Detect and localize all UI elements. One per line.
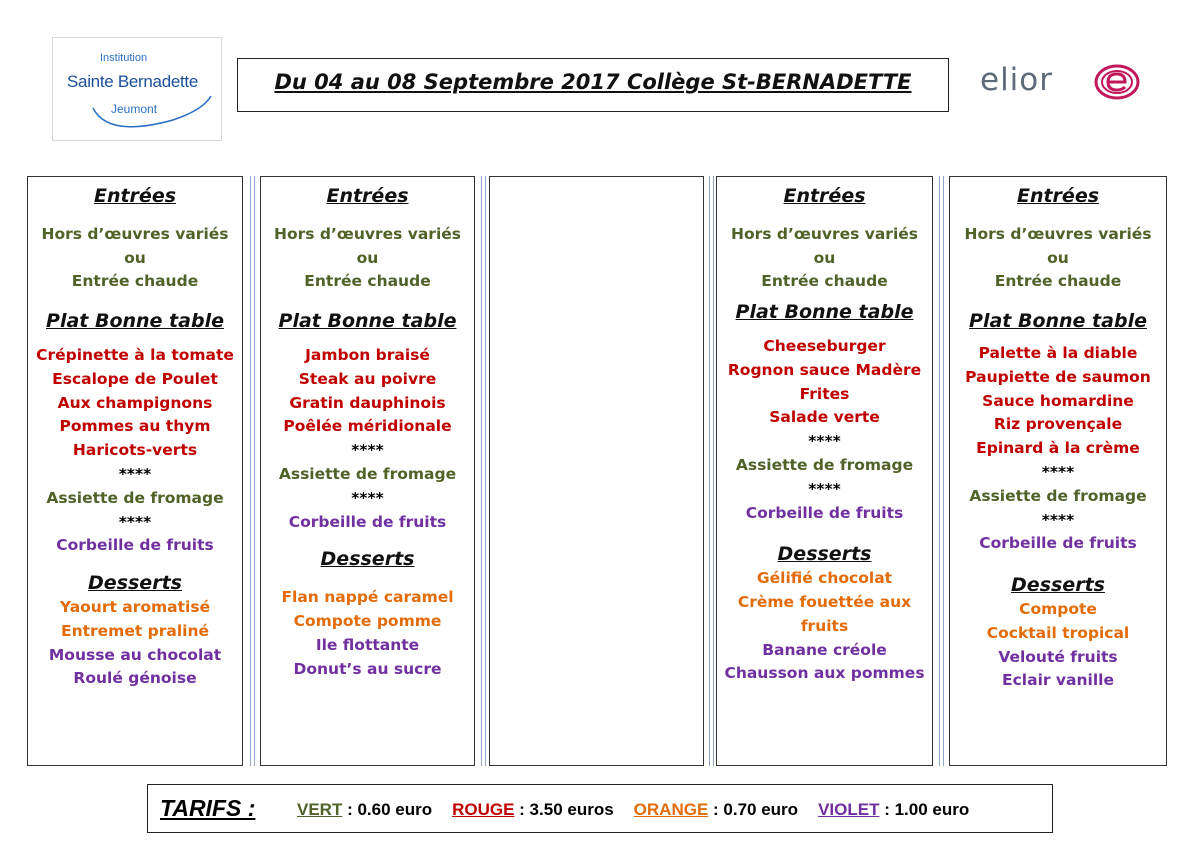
entree-item: ou bbox=[356, 248, 379, 267]
logo-line-1: Institution bbox=[100, 52, 148, 64]
tarifs-box bbox=[147, 784, 1053, 833]
separator: **** bbox=[351, 488, 384, 507]
menu-day-2 bbox=[260, 176, 475, 766]
column-divider bbox=[250, 176, 255, 766]
dessert-item: Cocktail tropical bbox=[986, 623, 1130, 642]
fruits-item: Corbeille de fruits bbox=[979, 534, 1137, 553]
entree-item: Entrée chaude bbox=[994, 272, 1122, 291]
plat-item: Escalope de Poulet bbox=[52, 369, 218, 388]
tarif-vert-name: VERT bbox=[297, 800, 343, 819]
fromage-item: Assiette de fromage bbox=[969, 486, 1147, 505]
entree-item: ou bbox=[124, 248, 146, 267]
elior-wordmark: elior bbox=[980, 62, 1054, 98]
dessert-item: Entremet praliné bbox=[60, 621, 210, 640]
dessert-item: Velouté fruits bbox=[998, 647, 1118, 666]
dessert-item: fruits bbox=[800, 616, 849, 635]
entree-item: Hors d’œuvres variés bbox=[273, 224, 461, 243]
plat-item: Crépinette à la tomate bbox=[36, 345, 234, 364]
tarif-rouge-name: ROUGE bbox=[452, 800, 515, 819]
logo-line-3: Jeumont bbox=[111, 102, 158, 116]
separator: **** bbox=[1041, 462, 1075, 481]
desserts-title: Desserts bbox=[1011, 574, 1105, 597]
dessert-item: Compote bbox=[1019, 599, 1097, 618]
entrees-title: Entrées bbox=[326, 185, 409, 207]
plat-item: Salade verte bbox=[769, 408, 880, 427]
plat-item: Steak au poivre bbox=[298, 369, 437, 388]
fruits-item: Corbeille de fruits bbox=[56, 536, 214, 555]
plat-item: Sauce homardine bbox=[982, 391, 1134, 410]
entree-item: ou bbox=[813, 248, 836, 267]
entree-item: Entrée chaude bbox=[761, 272, 888, 291]
entrees-title: Entrées bbox=[1016, 185, 1100, 207]
plat-item: Rognon sauce Madère bbox=[727, 360, 922, 379]
plat-item: Paupiette de saumon bbox=[965, 367, 1151, 386]
dessert-item: Flan nappé caramel bbox=[281, 588, 454, 607]
separator: **** bbox=[808, 479, 841, 498]
plat-item: Palette à la diable bbox=[978, 343, 1138, 362]
dessert-item: Yaourt aromatisé bbox=[59, 597, 211, 616]
separator: **** bbox=[351, 441, 384, 460]
plat-title: Plat Bonne table bbox=[735, 301, 914, 324]
dessert-item: Eclair vanille bbox=[1002, 671, 1114, 690]
tarif-vert-price: : 0.60 euro bbox=[342, 800, 433, 819]
plat-item: Riz provençale bbox=[993, 415, 1123, 434]
tarifs-row bbox=[297, 800, 969, 820]
plat-item: Gratin dauphinois bbox=[289, 393, 446, 412]
entree-item: Entrée chaude bbox=[304, 272, 431, 291]
plat-title: Plat Bonne table bbox=[46, 310, 224, 333]
entrees-title: Entrées bbox=[783, 185, 866, 207]
plat-item: Cheeseburger bbox=[763, 336, 886, 355]
dessert-item: Gélifié chocolat bbox=[756, 569, 893, 588]
separator: **** bbox=[118, 464, 152, 483]
plat-item: Jambon braisé bbox=[305, 345, 430, 364]
menu-day-empty bbox=[489, 176, 704, 766]
desserts-title: Desserts bbox=[88, 572, 182, 595]
entree-item: ou bbox=[1047, 248, 1069, 267]
tarif-orange-name: ORANGE bbox=[633, 800, 709, 819]
dessert-item: Ile flottante bbox=[315, 635, 420, 654]
fruits-item: Corbeille de fruits bbox=[288, 512, 447, 531]
tarif-orange-price: : 0.70 euro bbox=[708, 800, 799, 819]
institution-logo bbox=[52, 37, 222, 141]
separator: **** bbox=[808, 432, 841, 451]
tarif-violet-name: VIOLET bbox=[818, 800, 880, 819]
plat-item: Poêlée méridionale bbox=[283, 417, 452, 436]
tarif-rouge-price: : 3.50 euros bbox=[514, 800, 614, 819]
plat-item: Epinard à la crème bbox=[976, 439, 1140, 458]
entree-item: Entrée chaude bbox=[71, 272, 199, 291]
fromage-item: Assiette de fromage bbox=[46, 488, 224, 507]
dessert-item: Mousse au chocolat bbox=[48, 645, 222, 664]
fruits-item: Corbeille de fruits bbox=[745, 503, 904, 522]
tarifs-label: TARIFS : bbox=[160, 795, 256, 821]
entree-item: Hors d’œuvres variés bbox=[964, 224, 1152, 243]
menu-title: Du 04 au 08 Septembre 2017 Collège St-BERNADETTE bbox=[274, 70, 912, 94]
dessert-item: Roulé génoise bbox=[73, 669, 197, 688]
separator: **** bbox=[1041, 510, 1075, 529]
fromage-item: Assiette de fromage bbox=[278, 464, 457, 483]
elior-e-logo-icon bbox=[1094, 64, 1140, 100]
dessert-item: Chausson aux pommes bbox=[724, 664, 925, 683]
plat-title: Plat Bonne table bbox=[969, 310, 1147, 333]
plat-item: Frites bbox=[799, 384, 850, 403]
column-divider bbox=[939, 176, 944, 766]
menu-title-box bbox=[237, 58, 949, 112]
menu-day-4 bbox=[949, 176, 1167, 766]
menu-day-3 bbox=[716, 176, 933, 766]
separator: **** bbox=[118, 512, 152, 531]
logo-line-2: Sainte Bernadette bbox=[67, 72, 198, 91]
plat-title: Plat Bonne table bbox=[278, 310, 457, 333]
entree-item: Hors d’œuvres variés bbox=[41, 224, 229, 243]
dessert-item: Banane créole bbox=[762, 640, 887, 659]
dessert-item: Crème fouettée aux bbox=[737, 592, 912, 611]
desserts-title: Desserts bbox=[777, 543, 872, 566]
plat-item: Aux champignons bbox=[57, 393, 213, 412]
entrees-title: Entrées bbox=[93, 185, 177, 207]
dessert-item: Donut’s au sucre bbox=[293, 659, 442, 678]
plat-item: Pommes au thym bbox=[59, 417, 211, 436]
entree-item: Hors d’œuvres variés bbox=[730, 224, 918, 243]
menu-day-1 bbox=[27, 176, 243, 766]
column-divider bbox=[481, 176, 486, 766]
tarif-violet-price: : 1.00 euro bbox=[879, 800, 970, 819]
dessert-item: Compote pomme bbox=[293, 611, 442, 630]
fromage-item: Assiette de fromage bbox=[735, 455, 914, 474]
plat-item: Haricots-verts bbox=[72, 441, 198, 460]
desserts-title: Desserts bbox=[320, 548, 415, 571]
column-divider bbox=[709, 176, 714, 766]
